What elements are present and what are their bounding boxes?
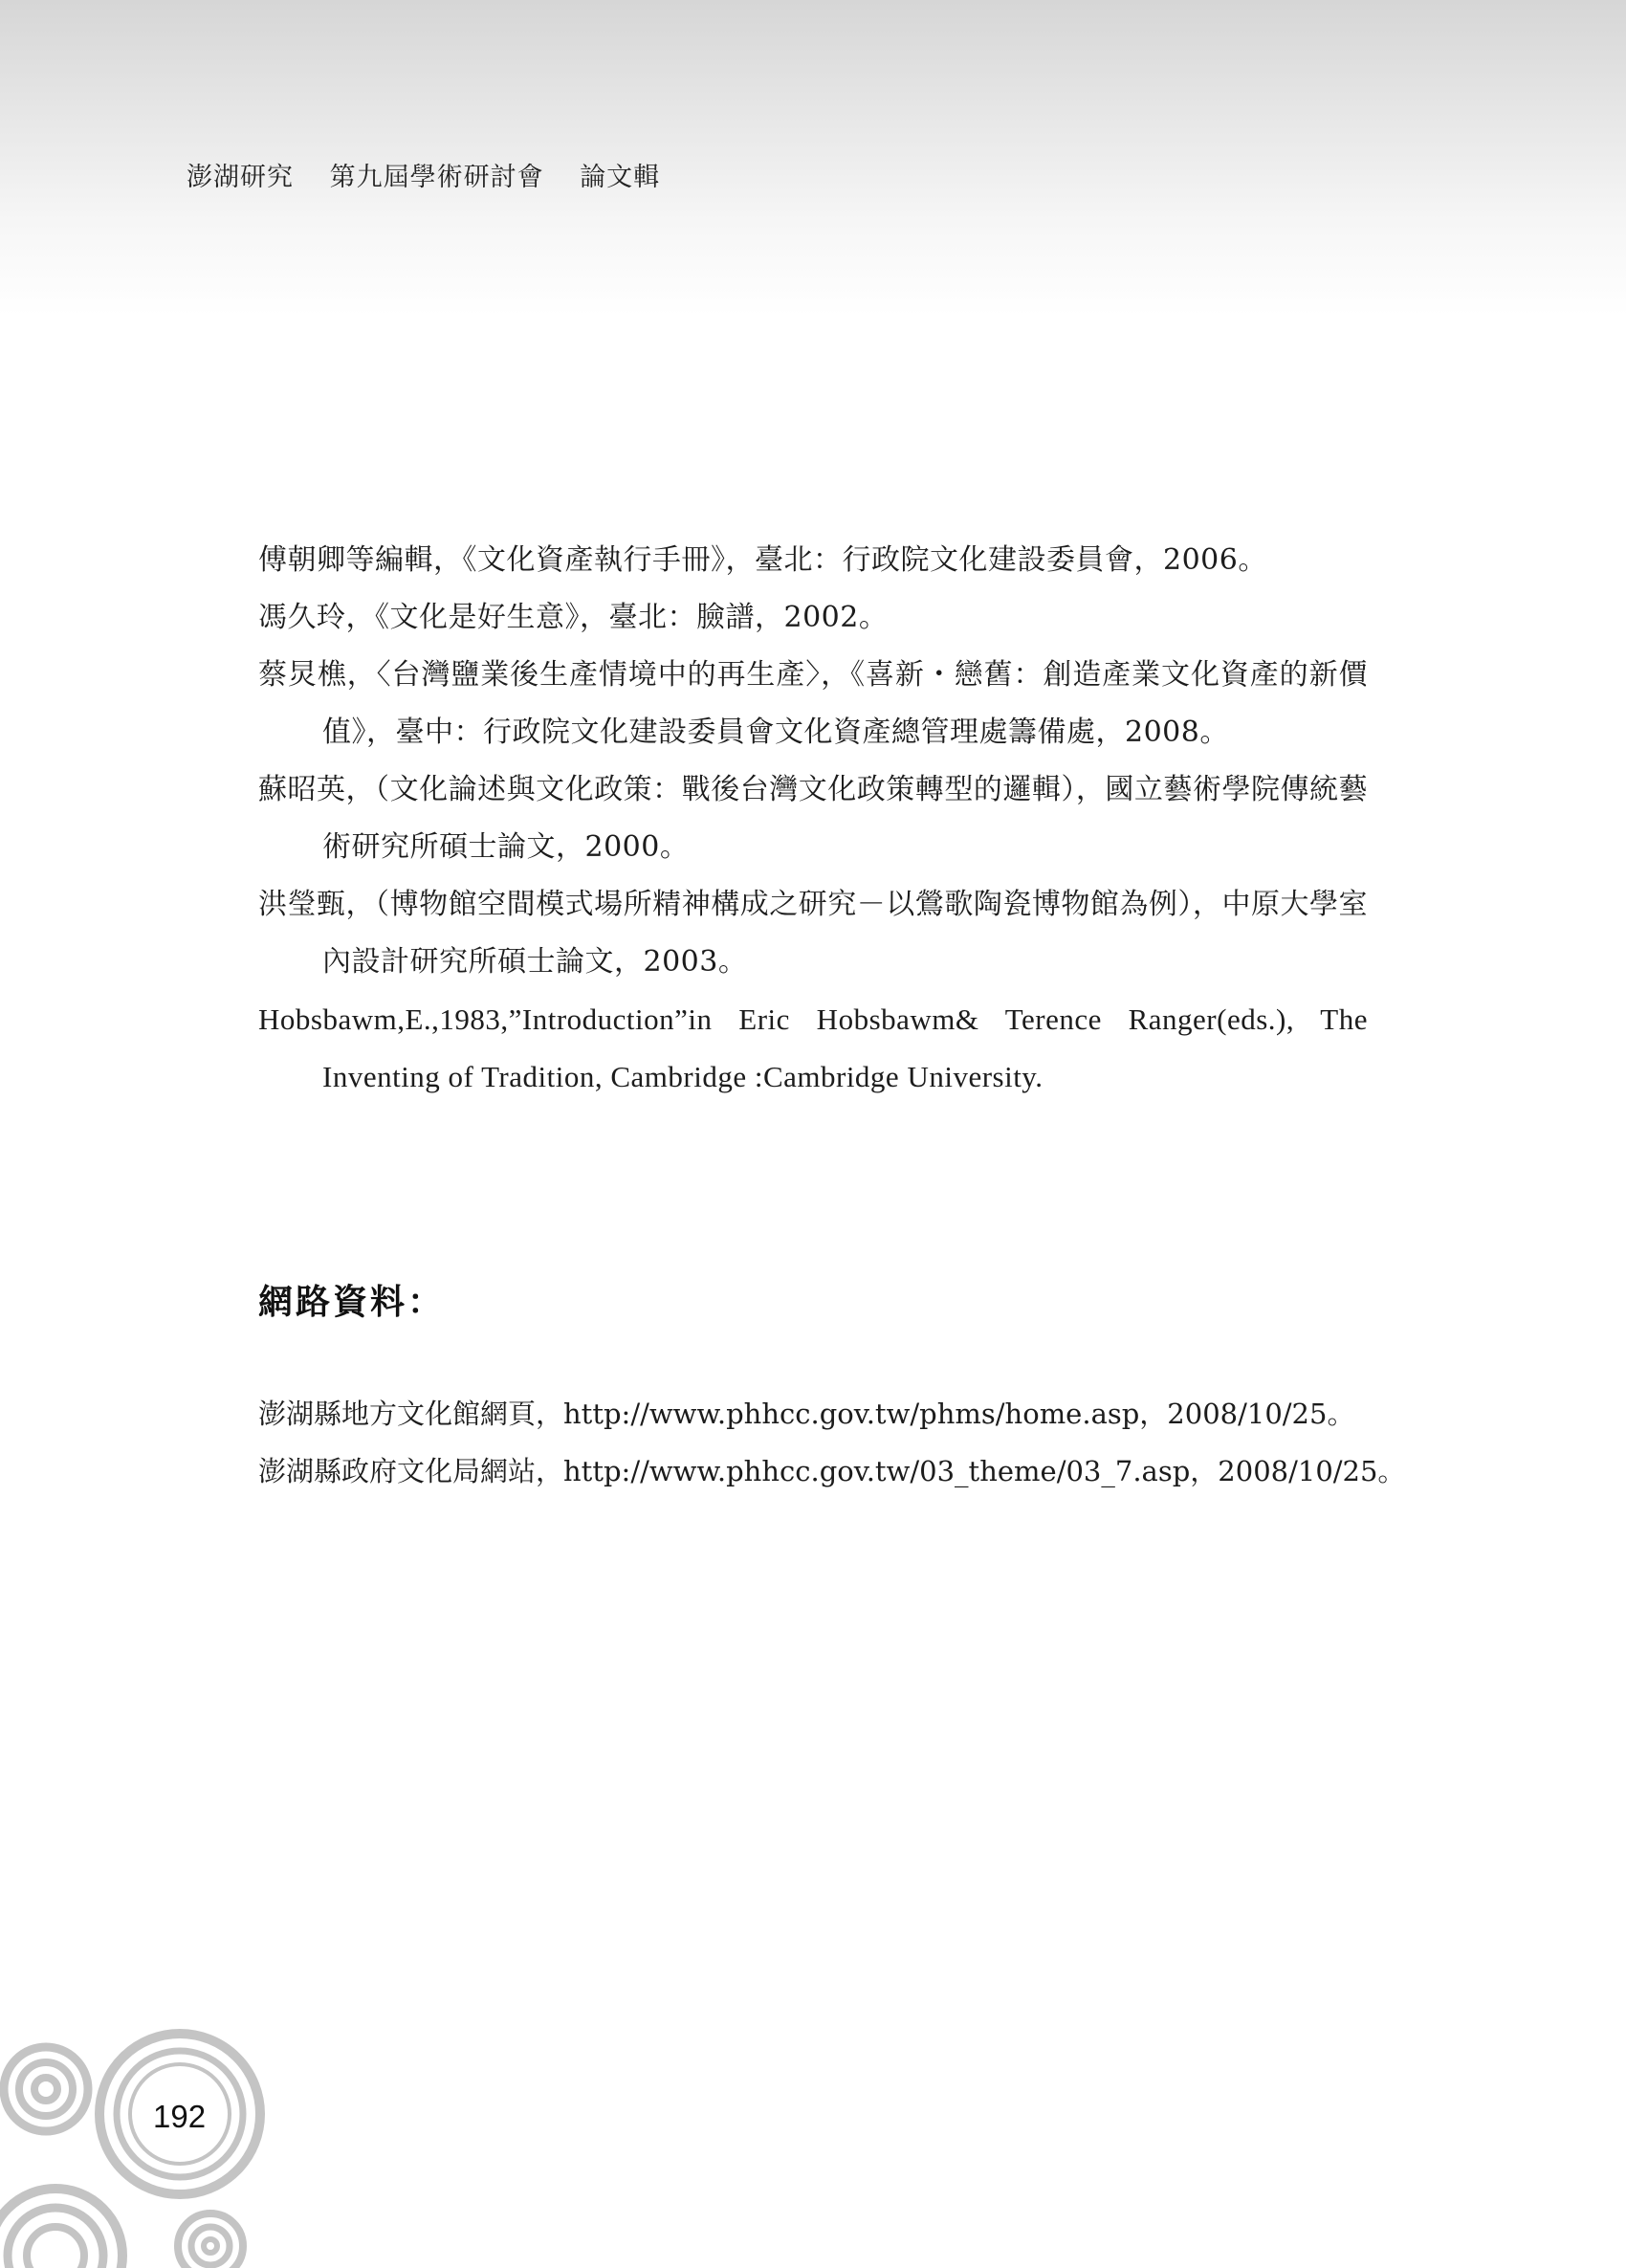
web-reference-entry: 澎湖縣政府文化局網站，http://www.phhcc.gov.tw/03_theme/03_7.asp，2008/10/25。 (258, 1455, 1406, 1487)
web-reference-list (258, 1385, 1406, 1500)
journal-title: 澎湖研究 (187, 163, 294, 192)
reference-list (258, 532, 1368, 1106)
reference-entry: 蔡炅樵，〈台灣鹽業後生產情境中的再生產〉，《喜新・戀舊：創造產業文化資產的新價值》，臺中：行政院文化建設委員會文化資產總管理處籌備處，2008。 (258, 658, 1368, 749)
deco-ring (204, 2239, 217, 2253)
deco-ring (8, 2208, 103, 2268)
deco-ring (34, 2078, 57, 2101)
conference-title: 第九屆學術研討會 (329, 163, 544, 192)
reference-entry: 傅朝卿等編輯，《文化資產執行手冊》，臺北：行政院文化建設委員會，2006。 (258, 543, 1267, 577)
web-reference-entry: 澎湖縣地方文化館網頁，http://www.phhcc.gov.tw/phms/home.asp，2008/10/25。 (258, 1398, 1355, 1430)
reference-entry: 馮久玲，《文化是好生意》，臺北：臉譜，2002。 (258, 601, 889, 634)
web-section-title: 網路資料： (258, 1283, 446, 1322)
reference-entry: 洪瑩甄，（博物館空間模式場所精神構成之研究－以鶯歌陶瓷博物館為例），中原大學室內設計研究所碩士論文，2003。 (258, 888, 1368, 979)
reference-entry: Hobsbawm,E.,1983,”Introduction”in Eric Hobsbawm& Terence Ranger(eds.), The Inventing of Tradition, Cambridge :Cambridge University. (258, 1002, 1368, 1093)
volume-title: 論文輯 (580, 163, 661, 192)
deco-ring (19, 2062, 73, 2116)
page-number: 192 (153, 2099, 207, 2134)
decorative-circles (0, 2009, 287, 2268)
reference-entry: 蘇昭英，（文化論述與文化政策：戰後台灣文化政策轉型的邏輯），國立藝術學院傳統藝術研究所碩士論文，2000。 (258, 773, 1368, 864)
deco-ring (191, 2227, 230, 2265)
running-head (187, 156, 687, 193)
deco-ring (27, 2227, 84, 2268)
